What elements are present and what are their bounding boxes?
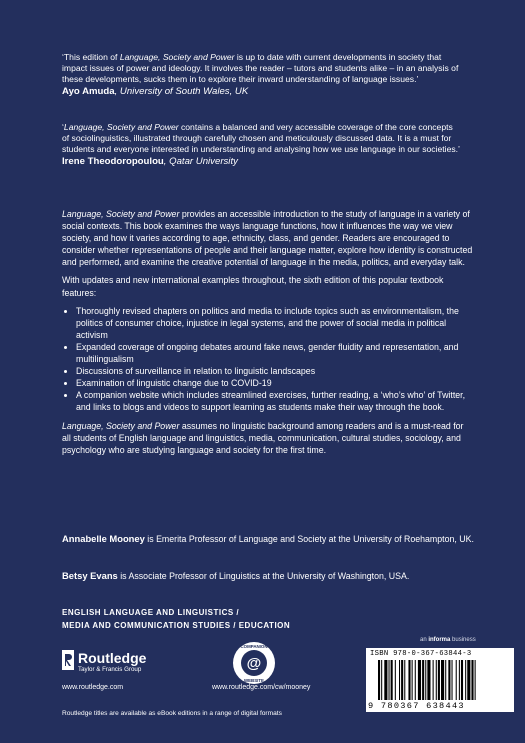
publisher-group: Taylor & Francis Group	[78, 666, 142, 673]
description-intro: Language, Society and Power provides an accessible introduction to the study of language in a variety of social contexts. This book examines the ways language functions, how it influences the way we view society, and how it varies according to age, ethnicity, class, and gender. Readers are encouraged to consider whether representations of people and their language matter, explore how identity is constructed and performed, and examine the creative potential of language in the media, politics, and everyday talk.	[62, 209, 473, 268]
endorser	[62, 86, 462, 98]
ebook-note: Routledge titles are available as eBook editions in a range of digital formats	[62, 710, 282, 717]
book-title: Language, Society and Power	[62, 420, 180, 431]
companion-label-top: COMPANION	[240, 644, 268, 650]
author-bio	[62, 570, 482, 582]
companion-url: www.routledge.com/cw/mooney	[212, 684, 311, 691]
endorser-affiliation: , Qatar University	[163, 155, 238, 167]
endorsement-quote: ‘This edition of Language, Society and Power is up to date with current developments in society that impact issues of power and ideology. It involves the reader – tutors and students alike – in an analysis of these developments, sucks them in to explore their inward understanding of language issues.’	[62, 52, 459, 85]
features-intro: With updates and new international examples throughout, the sixth edition of this popular textbook features:	[62, 275, 444, 298]
author-description: is Associate Professor of Linguistics at the University of Washington, USA.	[117, 571, 410, 581]
routledge-r-icon	[62, 650, 74, 670]
svg-text:@: @	[246, 655, 262, 672]
author-bio	[62, 533, 482, 545]
companion-website-icon	[232, 641, 276, 685]
publisher-name: Routledge	[78, 650, 147, 666]
endorsement	[62, 122, 462, 168]
book-title: Language, Society and Power	[119, 52, 235, 62]
author-name: Betsy Evans	[62, 570, 118, 581]
feature-item: • A companion website which includes streamlined exercises, further reading, a ‘who’s who’ of Twitter, and links to blogs and videos to support learning as students make their way through the book.	[76, 389, 474, 413]
barcode-digits: 9 780367 638443	[368, 701, 465, 711]
author-name: Annabelle Mooney	[62, 533, 145, 544]
book-title: Language, Society and Power	[62, 209, 180, 219]
subject-categories	[62, 606, 290, 632]
feature-item: • Examination of linguistic change due to COVID-19	[76, 377, 474, 389]
subject-line: MEDIA AND COMMUNICATION STUDIES / EDUCATION	[62, 621, 291, 630]
author-description: is Emerita Professor of Language and Society at the University of Roehampton, UK.	[144, 534, 474, 544]
endorser-name: Ayo Amuda	[62, 85, 115, 97]
book-description	[62, 208, 474, 462]
endorser-affiliation: , University of South Wales, UK	[114, 85, 249, 97]
feature-item: • Expanded coverage of ongoing debates around fake news, gender fluidity and representation, and multilingualism	[76, 341, 474, 365]
endorsement	[62, 52, 462, 98]
feature-item: • Thoroughly revised chapters on politics and media to include topics such as environmentalism, the politics of consumer choice, injustice in legal systems, and the power of social media in political activism	[76, 305, 474, 341]
endorser-name: Irene Theodoropoulou	[62, 155, 164, 167]
description-closing: Language, Society and Power assumes no linguistic background among readers and is a must-read for all students of English language and linguistics, media, communication, cultural studies, sociology, and psychology who are studying language and society for the first time.	[62, 420, 464, 455]
isbn-barcode	[366, 648, 514, 712]
feature-item: • Discussions of surveillance in relation to linguistic landscapes	[76, 365, 474, 377]
feature-list	[62, 305, 474, 414]
informa-business-tag: an informa business	[420, 637, 476, 643]
isbn-label: ISBN 978-0-367-63844-3	[370, 650, 472, 658]
companion-label-bottom: WEBSITE	[243, 678, 265, 683]
subject-line: ENGLISH LANGUAGE AND LINGUISTICS /	[62, 608, 240, 617]
book-title: Language, Society and Power	[63, 122, 179, 132]
publisher-url: www.routledge.com	[62, 684, 124, 691]
endorser	[62, 156, 462, 168]
endorsement-quote: ‘Language, Society and Power contains a balanced and very accessible coverage of the core concepts of sociolinguistics, illustrated through carefully chosen and meticulously discussed data. It is a must for students and everyone interested in understanding and analysing how we use language in our societies.’	[62, 122, 460, 155]
